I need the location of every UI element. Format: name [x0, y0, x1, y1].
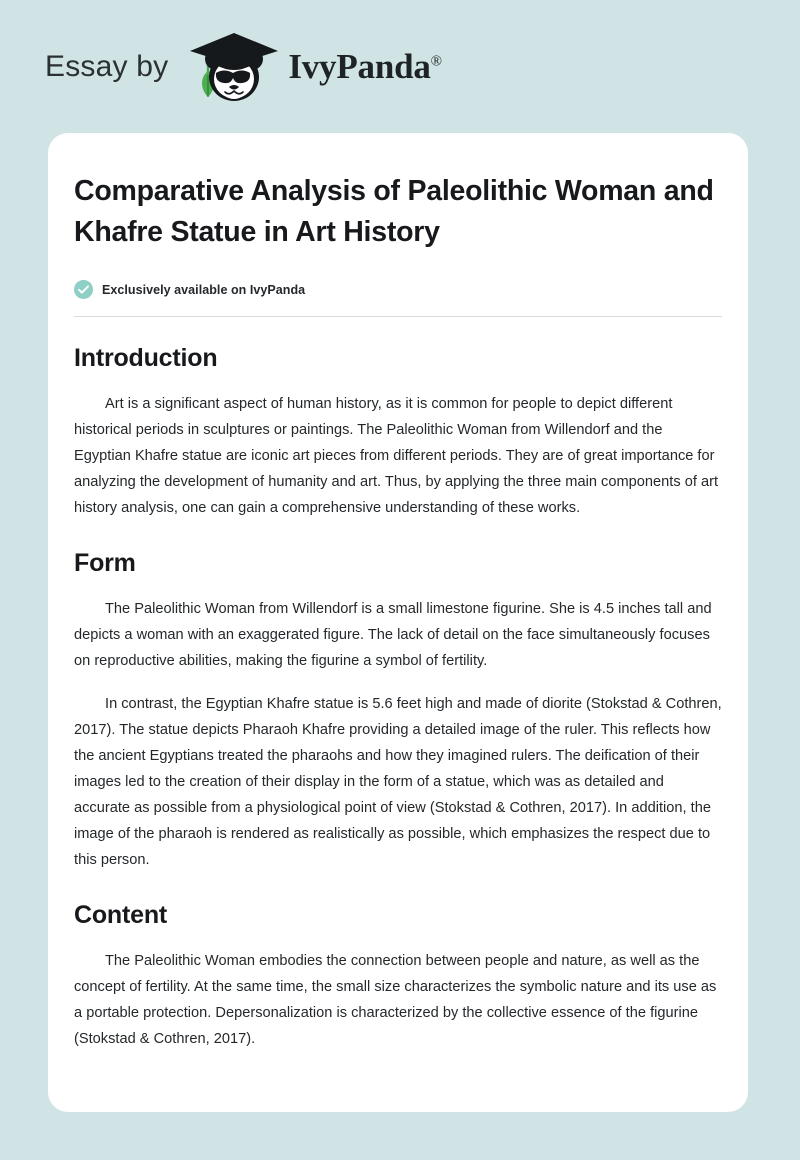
ivypanda-logo[interactable]	[186, 29, 442, 105]
check-circle-icon	[74, 280, 93, 299]
registered-trademark-icon: ®	[430, 53, 442, 70]
brand-wordmark	[288, 49, 442, 84]
paragraph-form-2: In contrast, the Egyptian Khafre statue is 5.6 feet high and made of diorite (Stokstad & Cothren, 2017). The statue depicts Pharaoh Khafre providing a detailed image of the ruler. This reflects how the ancient Egyptians treated the pharaohs and how they imagined rulers. The deification of their images led to the creation of their display in the form of a statue, which was as detailed and accurate as possible from a physiological point of view (Stokstad & Cothren, 2017). In addition, the image of the pharaoh is rendered as realistically as possible, which emphasizes the respect due to this person.	[74, 695, 722, 868]
page-title: Comparative Analysis of Paleolithic Woman and Khafre Statue in Art History	[74, 175, 714, 249]
essay-card	[48, 133, 748, 1112]
exclusive-availability-text: Exclusively available on IvyPanda	[102, 282, 306, 297]
header-divider	[74, 316, 722, 317]
paragraph-content-1: The Paleolithic Woman embodies the connection between people and nature, as well as the concept of fertility. At the same time, the small size characterizes the symbolic nature and its use as a portable protection. Depersonalization is characterized by the collective essence of the figurine (Stokstad & Cothren, 2017).	[74, 952, 717, 1047]
paragraph-form-1: The Paleolithic Woman from Willendorf is a small limestone figurine. She is 4.5 inches tall and depicts a woman with an exaggerated figure. The lack of detail on the face simultaneously focuses on reproductive abilities, making the figurine a symbol of fertility.	[74, 600, 712, 669]
essay-by-label: Essay by	[45, 49, 169, 83]
panda-graduate-logo-icon	[186, 29, 282, 105]
section-heading-content: Content	[74, 900, 168, 929]
section-heading-form: Form	[74, 548, 136, 577]
exclusive-availability-badge	[74, 280, 722, 299]
section-heading-introduction: Introduction	[74, 344, 218, 373]
brand-header	[0, 0, 800, 133]
brand-name-text: IvyPanda	[288, 47, 431, 86]
paragraph-introduction-1: Art is a significant aspect of human history, as it is common for people to depict different historical periods in sculptures or paintings. The Paleolithic Woman from Willendorf and the Egyptian Khafre statue are iconic art pieces from different periods. They are of great importance for analyzing the development of humanity and art. Thus, by applying the three main components of art history analysis, one can gain a comprehensive understanding of these works.	[74, 396, 719, 516]
